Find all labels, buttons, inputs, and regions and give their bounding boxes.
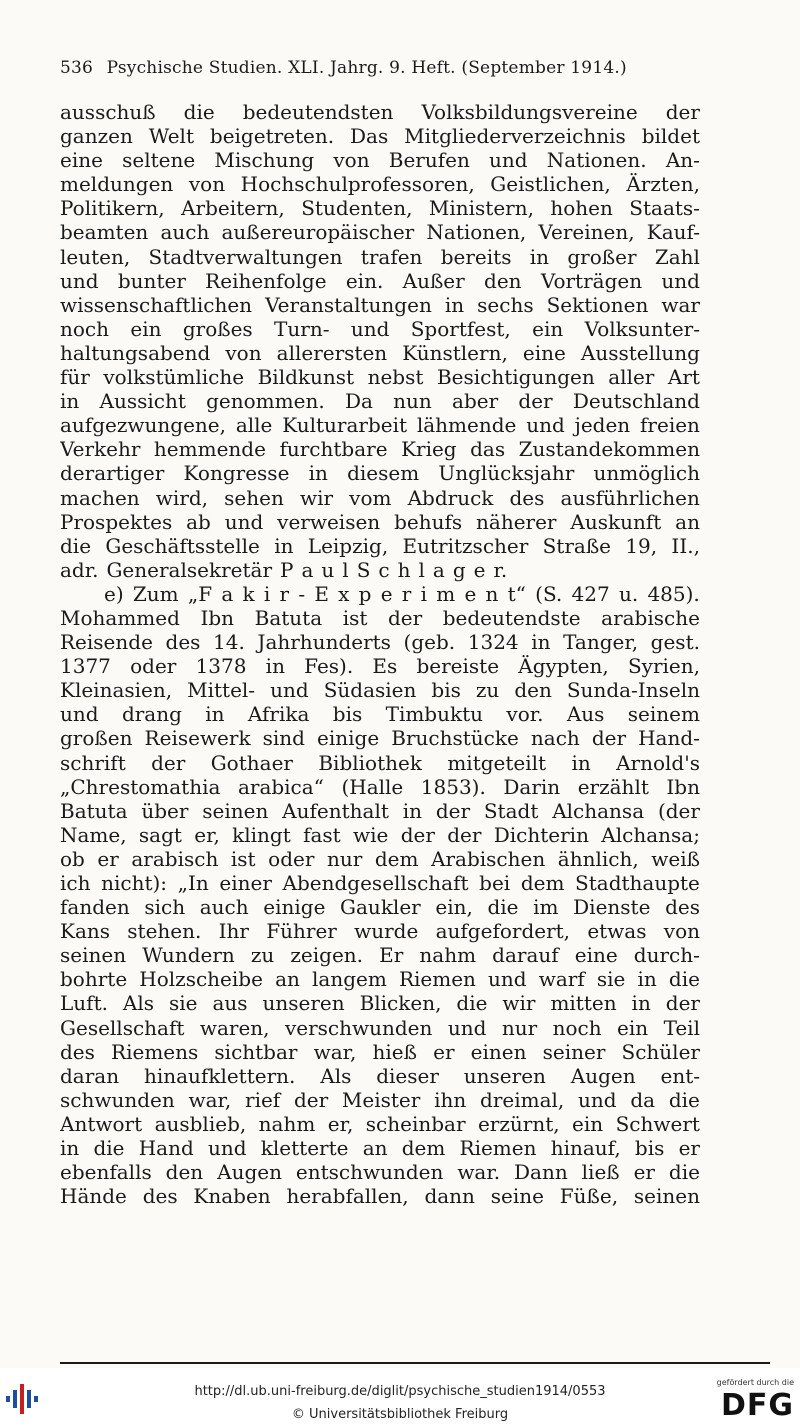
text-line: schrift der Gothaer Bibliothek mitgeteilt in Arnold's (60, 750, 700, 775)
text-line: Mohammed Ibn Batuta ist der bedeutendste arabische (60, 605, 700, 630)
text-line: Antwort ausblieb, nahm er, scheinbar erzürnt, ein Schwert (60, 1111, 700, 1136)
text-line: die Geschäftsstelle in Leipzig, Eutritzscher Straße 19, II., (60, 533, 700, 558)
text-line: großen Reisewerk sind einige Bruchstücke nach der Hand- (60, 726, 700, 751)
text-line: wissenschaftlichen Veranstaltungen in sechs Sektionen war (60, 292, 700, 317)
text-line: ausschuß die bedeutendsten Volksbildungsvereine der (60, 100, 700, 124)
copyright-notice: © Universitätsbibliothek Freiburg (291, 1407, 509, 1422)
text-line: Kans stehen. Ihr Führer wurde aufgefordert, etwas von (60, 919, 700, 944)
text-line: und bunter Reihenfolge ein. Außer den Vorträgen und (60, 268, 700, 293)
text-line: leuten, Stadtverwaltungen trafen bereits in großer Zahl (60, 244, 700, 269)
bottom-rule (60, 1362, 770, 1364)
dfg-caption: gefördert durch die (716, 1378, 794, 1387)
text-line: ob er arabisch ist oder nur dem Arabischen ähnlich, weiß (60, 846, 700, 871)
running-header (60, 58, 700, 78)
text-line: aufgezwungene, alle Kulturarbeit lähmende und jeden freien (60, 413, 700, 438)
text-line: derartiger Kongresse in diesem Unglücksjahr unmöglich (60, 461, 700, 486)
source-url-link[interactable]: http://dl.ub.uni-freiburg.de/diglit/psychische_studien1914/0553 (194, 1384, 606, 1399)
dfg-logo: DFG (720, 1388, 794, 1423)
text-line: bohrte Holzscheibe an langem Riemen und warf sie in die (60, 967, 700, 992)
text-line: Name, sagt er, klingt fast wie der der Dichterin Alchansa; (60, 822, 700, 847)
text-line: Luft. Als sie aus unseren Blicken, die wir mitten in der (60, 991, 700, 1016)
text-line: „Chrestomathia arabica“ (Halle 1853). Darin erzählt Ibn (60, 774, 700, 799)
text-line: meldungen von Hochschulprofessoren, Geistlichen, Ärzten, (60, 172, 700, 197)
text-line: beamten auch außereuropäischer Nationen, Vereinen, Kauf- (60, 220, 700, 245)
text-line: adr. Generalsekretär P a u l S c h l a g e r. (60, 557, 508, 582)
text-line: in Aussicht genommen. Da nun aber der Deutschland (60, 389, 700, 414)
text-line: machen wird, sehen wir vom Abdruck des ausführlichen (60, 485, 700, 510)
text-line: Kleinasien, Mittel- und Südasien bis zu den Sunda-Inseln (60, 678, 700, 703)
text-line: für volkstümliche Bildkunst nebst Besichtigungen aller Art (60, 365, 700, 390)
text-line: Gesellschaft waren, verschwunden und nur noch ein Teil (60, 1015, 700, 1040)
text-line: 1377 oder 1378 in Fes). Es bereiste Ägypten, Syrien, (60, 654, 700, 679)
text-line: des Riemens sichtbar war, hieß er einen seiner Schüler (60, 1039, 700, 1064)
text-line: Batuta über seinen Aufenthalt in der Stadt Alchansa (der (60, 798, 700, 823)
page-number: 536 (60, 58, 94, 78)
text-line: daran hinaufklettern. Als dieser unseren Augen ent- (60, 1063, 700, 1088)
text-line: ebenfalls den Augen entschwunden war. Dann ließ er die (60, 1160, 700, 1185)
text-line: seinen Wundern zu zeigen. Er nahm darauf eine durch- (60, 943, 700, 968)
text-line: Verkehr hemmende furchtbare Krieg das Zustandekommen (60, 437, 700, 462)
running-title: Psychische Studien. XLI. Jahrg. 9. Heft. (September 1914.) (106, 58, 627, 78)
body-text (60, 100, 700, 1208)
text-line: in die Hand und kletterte an dem Riemen hinauf, bis er (60, 1136, 700, 1161)
text-line: haltungsabend von allerersten Künstlern, eine Ausstellung (60, 340, 700, 365)
text-line: Politikern, Arbeitern, Studenten, Ministern, hohen Staats- (60, 196, 700, 221)
text-line: ich nicht): „In einer Abendgesellschaft bei dem Stadthaupte (60, 871, 700, 895)
text-line: Prospektes ab und verweisen behufs näherer Auskunft an (60, 509, 700, 534)
text-line: Reisende des 14. Jahrhunderts (geb. 1324 in Tanger, gest. (60, 630, 700, 655)
footer (0, 1368, 800, 1428)
text-line: e) Zum „F a k i r - E x p e r i m e n t“ (S. 427 u. 485). (104, 581, 700, 606)
text-line: und drang in Afrika bis Timbuktu vor. Aus seinem (60, 702, 700, 727)
text-line: fanden sich auch einige Gaukler ein, die im Dienste des (60, 895, 700, 920)
text-line: ganzen Welt beigetreten. Das Mitgliederverzeichnis bildet (60, 124, 700, 149)
text-line: schwunden war, rief der Meister ihn dreimal, und da die (60, 1087, 700, 1112)
text-line: eine seltene Mischung von Berufen und Nationen. An- (60, 148, 700, 173)
text-line: noch ein großes Turn- und Sportfest, ein Volksunter- (60, 316, 700, 341)
text-line: Hände des Knaben herabfallen, dann seine Füße, seinen (60, 1184, 700, 1209)
